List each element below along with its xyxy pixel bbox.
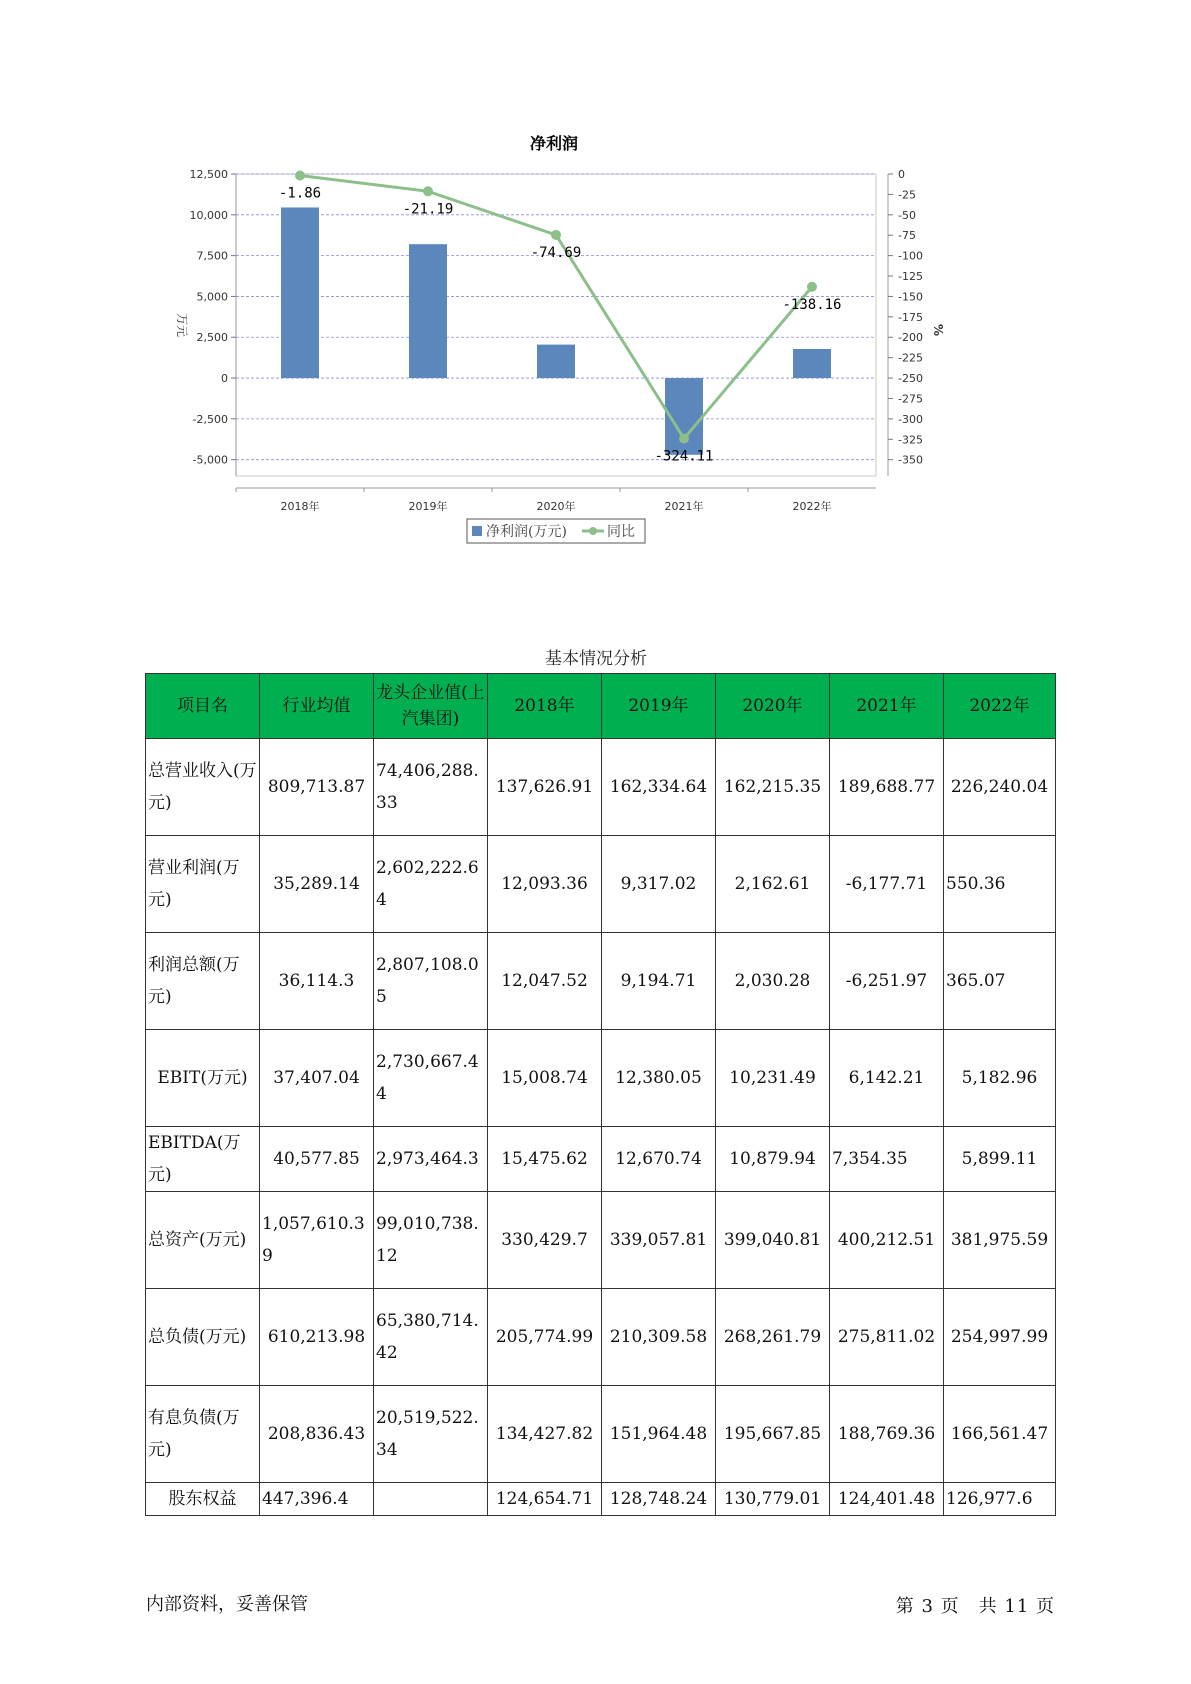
y2-tick-label: -75: [898, 229, 916, 243]
header-2018: 2018年: [488, 674, 602, 739]
y-tick-label: -2,500: [192, 412, 228, 426]
table-row: [146, 739, 1056, 836]
cell-2020: 10,879.94: [716, 1127, 830, 1192]
cell-2021: -6,177.71: [830, 836, 944, 933]
cell-avg: 1,057,610.39: [260, 1192, 374, 1289]
cell-leader: [374, 1483, 488, 1516]
table-row: [146, 1127, 1056, 1192]
cell-avg: 35,289.14: [260, 836, 374, 933]
data-label: -1.86: [278, 185, 322, 202]
cell-leader: 99,010,738.12: [374, 1192, 488, 1289]
cell-2021: 400,212.51: [830, 1192, 944, 1289]
row-name: 总营业收入(万元): [146, 739, 260, 836]
row-name: 有息负债(万元): [146, 1386, 260, 1483]
cell-2019: 162,334.64: [602, 739, 716, 836]
header-avg: 行业均值: [260, 674, 374, 739]
cell-leader: 2,807,108.05: [374, 933, 488, 1030]
bar-net-profit: [281, 207, 319, 378]
x-tick-label: 2018年: [280, 500, 320, 513]
cell-2018: 12,047.52: [488, 933, 602, 1030]
table-row: [146, 933, 1056, 1030]
bar-net-profit: [537, 345, 575, 378]
row-name: 总负债(万元): [146, 1289, 260, 1386]
y2-axis-title: %: [931, 323, 945, 337]
y2-tick-label: -350: [898, 453, 923, 467]
row-name: 利润总额(万元): [146, 933, 260, 1030]
cell-2021: 124,401.48: [830, 1483, 944, 1516]
cell-leader: 2,730,667.44: [374, 1030, 488, 1127]
x-tick-label: 2020年: [536, 500, 576, 513]
row-name: EBITDA(万元): [146, 1127, 260, 1192]
cell-2018: 205,774.99: [488, 1289, 602, 1386]
row-name: 总资产(万元): [146, 1192, 260, 1289]
data-label: -138.16: [782, 296, 842, 313]
cell-2018: 137,626.91: [488, 739, 602, 836]
basic-analysis-table: [145, 673, 1056, 1516]
y-tick-label: 7,500: [196, 249, 228, 263]
cell-2020: 268,261.79: [716, 1289, 830, 1386]
header-2022: 2022年: [944, 674, 1056, 739]
cell-2018: 134,427.82: [488, 1386, 602, 1483]
cell-2019: 339,057.81: [602, 1192, 716, 1289]
cell-2022: 550.36: [944, 836, 1056, 933]
table-caption: 基本情况分析: [545, 649, 647, 669]
header-name: 项目名: [146, 674, 260, 739]
table-row: [146, 836, 1056, 933]
y2-tick-label: -325: [898, 433, 923, 447]
header-2021: 2021年: [830, 674, 944, 739]
y2-tick-label: -50: [898, 208, 916, 222]
cell-2019: 151,964.48: [602, 1386, 716, 1483]
cell-2018: 15,475.62: [488, 1127, 602, 1192]
chart-title: 净利润: [529, 134, 579, 153]
cell-2019: 12,380.05: [602, 1030, 716, 1127]
data-label: -74.69: [530, 244, 582, 261]
cell-2020: 162,215.35: [716, 739, 830, 836]
y2-tick-label: -125: [898, 270, 923, 284]
cell-leader: 65,380,714.42: [374, 1289, 488, 1386]
cell-2022: 5,182.96: [944, 1030, 1056, 1127]
y2-tick-label: -275: [898, 392, 923, 406]
cell-2019: 9,194.71: [602, 933, 716, 1030]
cell-leader: 2,973,464.3: [374, 1127, 488, 1192]
cell-2020: 10,231.49: [716, 1030, 830, 1127]
x-tick-label: 2021年: [664, 500, 704, 513]
legend-line-label: 同比: [607, 524, 635, 540]
bar-net-profit: [793, 349, 831, 378]
bar-net-profit: [409, 244, 447, 378]
row-name: 营业利润(万元): [146, 836, 260, 933]
cell-leader: 20,519,522.34: [374, 1386, 488, 1483]
y-tick-label: 0: [221, 372, 228, 386]
legend-bar-label: 净利润(万元): [486, 524, 567, 540]
cell-2020: 130,779.01: [716, 1483, 830, 1516]
legend-bar-swatch: [472, 526, 482, 536]
y-tick-label: 2,500: [196, 331, 228, 345]
cell-2020: 399,040.81: [716, 1192, 830, 1289]
yoy-point: [807, 282, 817, 292]
cell-2020: 195,667.85: [716, 1386, 830, 1483]
y2-tick-label: -200: [898, 331, 923, 345]
header-2019: 2019年: [602, 674, 716, 739]
y2-tick-label: -300: [898, 412, 923, 426]
y2-tick-label: -100: [898, 249, 923, 263]
y-tick-label: 12,500: [189, 168, 228, 181]
cell-2022: 126,977.6: [944, 1483, 1056, 1516]
cell-2018: 15,008.74: [488, 1030, 602, 1127]
cell-2019: 210,309.58: [602, 1289, 716, 1386]
y2-tick-label: 0: [898, 168, 905, 181]
row-name: EBIT(万元): [146, 1030, 260, 1127]
yoy-point: [295, 171, 305, 181]
table-row: [146, 1289, 1056, 1386]
cell-2022: 5,899.11: [944, 1127, 1056, 1192]
cell-2018: 124,654.71: [488, 1483, 602, 1516]
header-leader: 龙头企业值(上汽集团): [374, 674, 488, 739]
y-tick-label: -5,000: [192, 453, 228, 467]
y2-tick-label: -25: [898, 188, 916, 202]
y-tick-label: 5,000: [196, 290, 228, 304]
cell-avg: 610,213.98: [260, 1289, 374, 1386]
cell-2021: 275,811.02: [830, 1289, 944, 1386]
cell-2022: 381,975.59: [944, 1192, 1056, 1289]
cell-avg: 208,836.43: [260, 1386, 374, 1483]
cell-avg: 809,713.87: [260, 739, 374, 836]
footer-confidential-note: 内部资料，妥善保管: [146, 1594, 308, 1615]
y2-tick-label: -150: [898, 290, 923, 304]
cell-2018: 330,429.7: [488, 1192, 602, 1289]
y2-tick-label: -175: [898, 310, 923, 324]
cell-2021: 189,688.77: [830, 739, 944, 836]
x-tick-label: 2022年: [792, 500, 832, 513]
cell-2021: -6,251.97: [830, 933, 944, 1030]
cell-2019: 128,748.24: [602, 1483, 716, 1516]
x-tick-label: 2019年: [408, 500, 448, 513]
cell-2022: 166,561.47: [944, 1386, 1056, 1483]
yoy-point: [551, 230, 561, 240]
y-axis-title: 万元: [175, 312, 189, 338]
cell-2019: 12,670.74: [602, 1127, 716, 1192]
header-2020: 2020年: [716, 674, 830, 739]
yoy-point: [679, 434, 689, 444]
table-row: [146, 1483, 1056, 1516]
net-profit-chart: [170, 130, 1030, 600]
row-name: 股东权益: [146, 1483, 260, 1516]
y2-tick-label: -250: [898, 372, 923, 386]
data-label: -324.11: [654, 448, 714, 465]
footer-page-number: 第 3 页 共 11 页: [895, 1596, 1055, 1617]
cell-2018: 12,093.36: [488, 836, 602, 933]
yoy-point: [423, 186, 433, 196]
cell-avg: 36,114.3: [260, 933, 374, 1030]
data-label: -21.19: [402, 201, 454, 218]
cell-2021: 7,354.35: [830, 1127, 944, 1192]
cell-2022: 365.07: [944, 933, 1056, 1030]
table-row: [146, 1030, 1056, 1127]
table-header-row: [146, 674, 1056, 739]
cell-leader: 74,406,288.33: [374, 739, 488, 836]
cell-2021: 188,769.36: [830, 1386, 944, 1483]
cell-avg: 40,577.85: [260, 1127, 374, 1192]
y-tick-label: 10,000: [189, 208, 228, 222]
cell-2020: 2,162.61: [716, 836, 830, 933]
cell-2022: 254,997.99: [944, 1289, 1056, 1386]
cell-2020: 2,030.28: [716, 933, 830, 1030]
cell-avg: 447,396.4: [260, 1483, 374, 1516]
cell-2021: 6,142.21: [830, 1030, 944, 1127]
table-row: [146, 1386, 1056, 1483]
cell-avg: 37,407.04: [260, 1030, 374, 1127]
chart-canvas: [170, 130, 1030, 600]
table-row: [146, 1192, 1056, 1289]
legend-line-marker: [589, 527, 597, 535]
cell-2019: 9,317.02: [602, 836, 716, 933]
cell-2022: 226,240.04: [944, 739, 1056, 836]
cell-leader: 2,602,222.64: [374, 836, 488, 933]
y2-tick-label: -225: [898, 351, 923, 365]
